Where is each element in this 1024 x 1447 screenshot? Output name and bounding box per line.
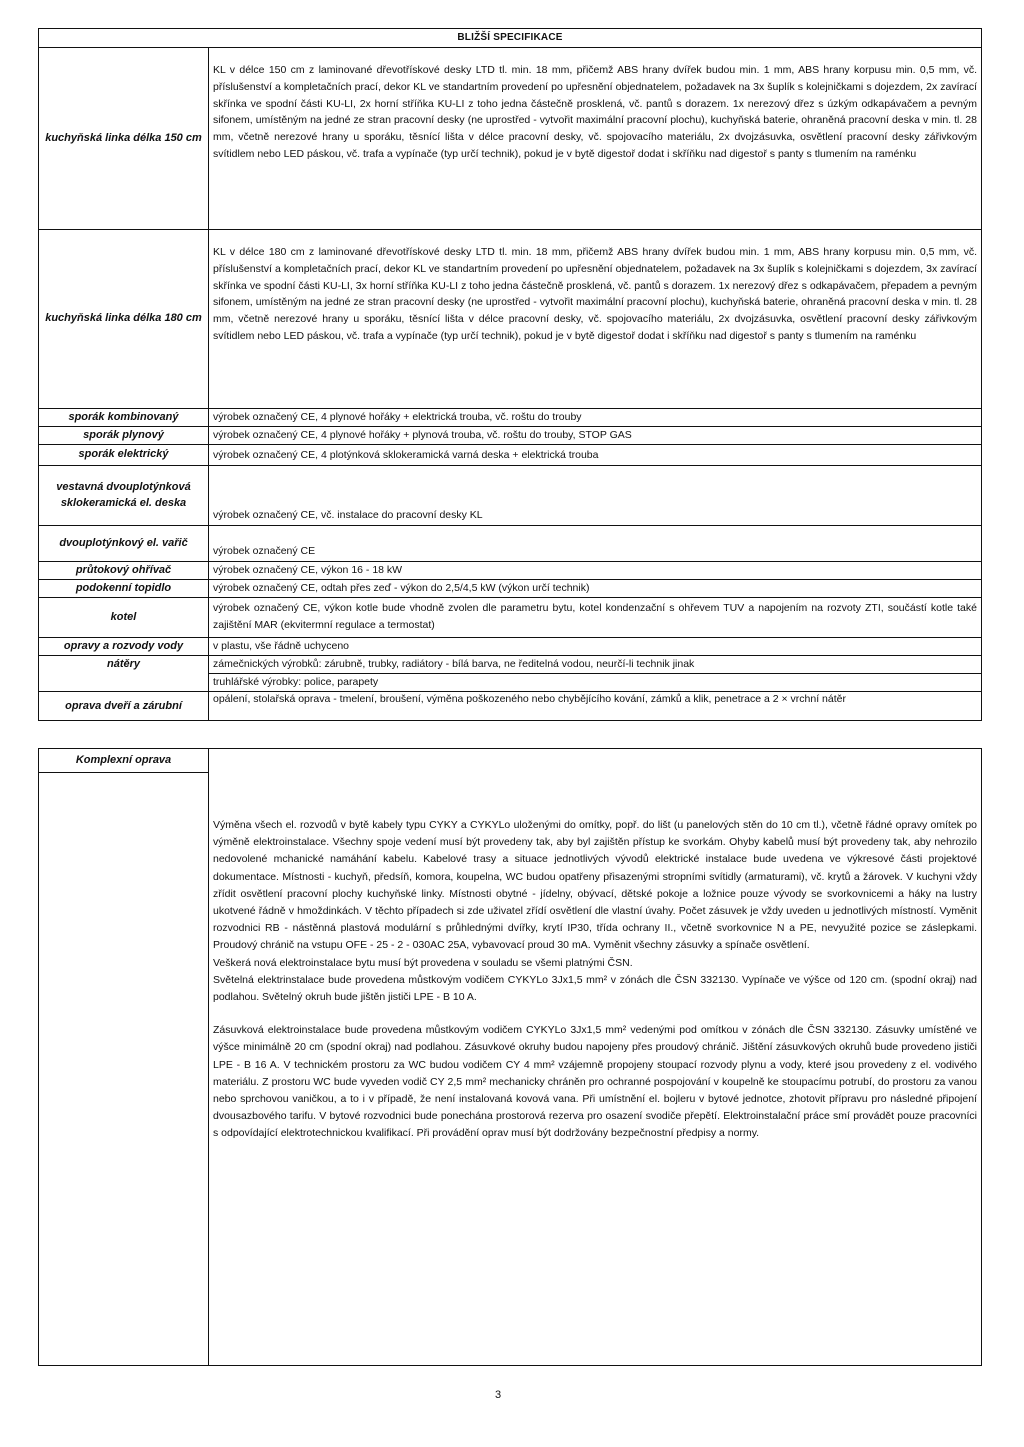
spec-value: opálení, stolařská oprava - tmelení, broušení, výměna poškozeného nebo chybějícího kování, zámků a klik, penetrace a 2 × vrchní nátěr	[208, 692, 981, 721]
spec-row-painting-joinery	[39, 673, 981, 691]
spec-value: výrobek označený CE, výkon 16 - 18 kW	[208, 562, 981, 579]
spec-value: truhlářské výrobky: police, parapety	[208, 673, 981, 691]
spec-row-painting	[39, 655, 981, 673]
spec-label: opravy a rozvody vody	[63, 639, 184, 652]
spec-row-hob	[39, 465, 981, 525]
spec-row-stove-gas	[39, 426, 981, 444]
spec-value: zámečnických výrobků: zárubně, trubky, radiátory - bílá barva, ne ředitelná vodou, neurčí-li technik jinak	[208, 656, 981, 673]
page-number: 3	[495, 1389, 502, 1401]
spec-label: dvouplotýnkový el. vařič	[59, 536, 188, 549]
spec-label: průtokový ohřívač	[75, 563, 172, 576]
spec-row-stove-combined	[39, 408, 981, 426]
spec-value: v plastu, vše řádně uchyceno	[208, 638, 981, 655]
spec-value: výrobek označený CE, 4 plynové hořáky + plynová trouba, vč. roštu do trouby, STOP GAS	[208, 427, 981, 444]
complex-paragraph: Světelná elektrinstalace bude provedena můstkovým vodičem CYKYLo 3Jx1,5 mm² v zónách dle ČSN 332130. Vypínače ve výšce od 120 cm. (spodní okraj) nad podlahou. Světelný okruh bude jištěn jističi LPE - B 10 A.	[213, 973, 977, 1004]
complex-text	[208, 749, 981, 1365]
spec-label: sporák kombinovaný	[68, 410, 179, 423]
spec-label: kuchyňská linka délka 180 cm	[45, 312, 202, 325]
spec-label: sporák plynový	[83, 428, 164, 441]
spec-label: podokenní topidlo	[75, 581, 172, 594]
spec-row-water	[39, 637, 981, 655]
spec-value: KL v délce 150 cm z laminované dřevotřískové desky LTD tl. min. 18 mm, přičemž ABS hrany dvířek budou min. 1 mm, ABS hrany korpusu min. 0,5 mm, vč. příslušenství a kompletačních prací, dekor KL ve standartním provedení po upřesnění objednatelem, požadavek na 3x šuplík s kolejničkami s dojezdem, 2x zavírací skřínka ve spodní části KU-LI, 2x horní stříňka KU-LI z toho jedna částečně prosklená, vč. pantů s dorazem. 1x nerezový dřez s úzkým odkapávačem a pevným sifonem, umístěným na jedné ze stran pracovní desky (ne uprostřed - vytvořit maximální pracovní plochu), kuchyňská baterie, ohraněná pracovní deska v min. tl. 28 mm, včetně nerezové hrany u sporáku, těsnící lišta v délce pracovní desky, vč. spojovacího materiálu, 2x dvojzásuvka, osvětlení pracovní desky zářivkovým svítidlem nebo LED páskou, vč. trafa a vypínače (typ určí technik), pokud je v bytě digestoř dodat i skříňku nad digestoř s panty s tlumením na raménku	[208, 48, 981, 229]
spec-label: vestavná dvouplotýnková sklokeramická el. deska	[56, 480, 191, 509]
spec-value: výrobek označený CE, 4 plotýnková sklokeramická varná deska + elektrická trouba	[208, 445, 981, 465]
spec-label: oprava dveří a zárubní	[65, 699, 182, 712]
spec-row-stove-electric	[39, 444, 981, 465]
spec-label: kuchyňská linka délka 150 cm	[45, 131, 202, 144]
complex-paragraph: Zásuvková elektroinstalace bude provedena můstkovým vodičem CYKYLo 3Jx1,5 mm² vedenými pod omítkou v zónách dle ČSN 332130. Zásuvky umístěné ve výšce minimálně 20 cm (spodní okraj) nad podlahou. Zásuvkové okruhy budou napojeny přes proudový chránič. Jištění zásuvkových okruhů bude provedeno jističi LPE - B 16 A. V technickém prostoru za WC budou vodičem CY 4 mm² vzájemně propojeny stoupací rozvody plynu a vody, které jsou provedeny z el. vodivého materiálu. Z prostoru WC bude vyveden vodič CY 2,5 mm² mechanicky chráněn pro ochranné pospojování v koupelně ke stoupacímu potrubí, do prostoru za vanou nebo sprchovou vaničkou, a to i v případě, že není instalovaná kovová vana. Při umístnění el. bojleru v bytové jednotce, zhotovit přípravu pro následné připojení dvousazbového tarifu. V bytové rozvodnici bude ponechána prostorová rezerva pro osazení svodiče přepětí. Elektroinstalační práce smí provádět pouze pracovníci s odpovídající elektrotechnickou kvalifikací. Při provádění oprav musí být dodržovány bezpečnostní předpisy a normy.	[213, 1024, 977, 1140]
spec-row-cooker	[39, 525, 981, 561]
specification-table	[38, 28, 982, 721]
spec-value: KL v délce 180 cm z laminované dřevotřískové desky LTD tl. min. 18 mm, přičemž ABS hrany dvířek budou min. 1 mm, ABS hrany korpusu min. 0,5 mm, vč. příslušenství a kompletačních prací, dekor KL ve standartním provedení po upřesnění objednatelem, požadavek na 3x šuplík s kolejničkami s dojezdem, 3x zavírací skřínka ve spodní části KU-LI, 3x horní stříňka KU-LI z toho jedna částečně prosklená, vč. pantů s dorazem. 1x nerezový dřez s odkapávačem, přepadem a pevným sifonem, umístěným na jedné ze stran pracovní desky (ne uprostřed - vytvořit maximální pracovní plochu), kuchyňská baterie, ohraněná pracovní deska v min. tl. 28 mm, včetně nerezové hrany u sporáku, těsnící lišta v délce pracovní desky, vč. spojovacího materiálu, 2x dvojzásuvka, osvětlení pracovní desky zářivkovým svítidlem nebo LED páskou, vč. trafa a vypínače (typ určí technik), pokud je v bytě digestoř dodat i skříňku nad digestoř s panty s tlumením na raménku	[208, 230, 981, 408]
complex-paragraph: Veškerá nová elektroinstalace bytu musí být provedena v souladu se všemi platnými ČSN.	[213, 956, 633, 969]
spec-value: výrobek označený CE, 4 plynové hořáky + elektrická trouba, vč. roštu do trouby	[208, 409, 981, 426]
spec-label: nátěry	[106, 657, 141, 670]
spec-value: výrobek označený CE, vč. instalace do pracovní desky KL	[208, 466, 981, 525]
spec-label: sporák elektrický	[78, 448, 169, 461]
spec-label: kotel	[110, 610, 137, 623]
spec-row-doors	[39, 691, 981, 721]
spec-row-kitchen-180	[39, 229, 981, 408]
spec-value: výrobek označený CE	[208, 526, 981, 561]
complex-repair-table	[38, 748, 982, 1366]
spec-value: výrobek označený CE, odtah přes zeď - výkon do 2,5/4,5 kW (výkon určí technik)	[208, 580, 981, 597]
spec-title: BLIŽŠÍ SPECIFIKACE	[39, 29, 981, 48]
complex-paragraph: Výměna všech el. rozvodů v bytě kabely typu CYKY a CYKYLo uloženými do omítky, popř. do lišt (u panelových stěn do 10 cm tl.), včetně řádné opravy omítek po výměně elektroinstalace. Všechny spoje vedení musí být provedeny tak, aby byl zajištěn přístup ke svorkám. Ohyby kabelů musí být provedeny tak, aby nehrozilo nedovolené mchanické namáhání kabelu. Kabelové trasy a situace jednotlivých vývodů elektrické instalace bude uvedena ve výkresové části projektové dokumentace. Místnosti - kuchyň, předsíň, komora, koupelna, WC budou opatřeny přisazenými stropními svítidly (armaturami), vč. krytů a žárovek. V kuchyni vždy zřídit osvětlení pracovní plochy kuchyňské linky. Místnosti obytné - jídelny, obývací, dětské pokoje a ložnice pouze vývody se svorkovnicemi a háky na lustry ukotvené řádně v hmoždinkách. V těchto případech si zde uživatel zřídí osvětlení dle vlastní úvahy. Počet zásuvek je vždy uveden u jednotlivých místností. Vyměnit rozvodnici RB - nástěnná plastová modulární s průhlednými dvířky, krytí IP30, třída ochrany II., včetně svorkovnice N a PE, nevyužité pozice se záslepkami. Proudový chránič na vstupu OFE - 25 - 2 - 030AC 25A, vybavovací proud 30 mA. Vyměnit všechny zásuvky a spínače osvětlení.	[213, 819, 977, 952]
complex-label: Komplexní oprava	[39, 749, 208, 773]
spec-label	[39, 673, 208, 691]
spec-row-kitchen-150	[39, 48, 981, 229]
spec-row-boiler	[39, 597, 981, 637]
spec-row-radiator	[39, 579, 981, 597]
spec-row-heater	[39, 561, 981, 579]
spec-value: výrobek označený CE, výkon kotle bude vhodně zvolen dle parametru bytu, kotel kondenzační s ohřevem TUV a napojením na rozvoty ZTI, součástí kotle také zajištění MAR (ekvitermní regulace a termostat)	[208, 598, 981, 637]
